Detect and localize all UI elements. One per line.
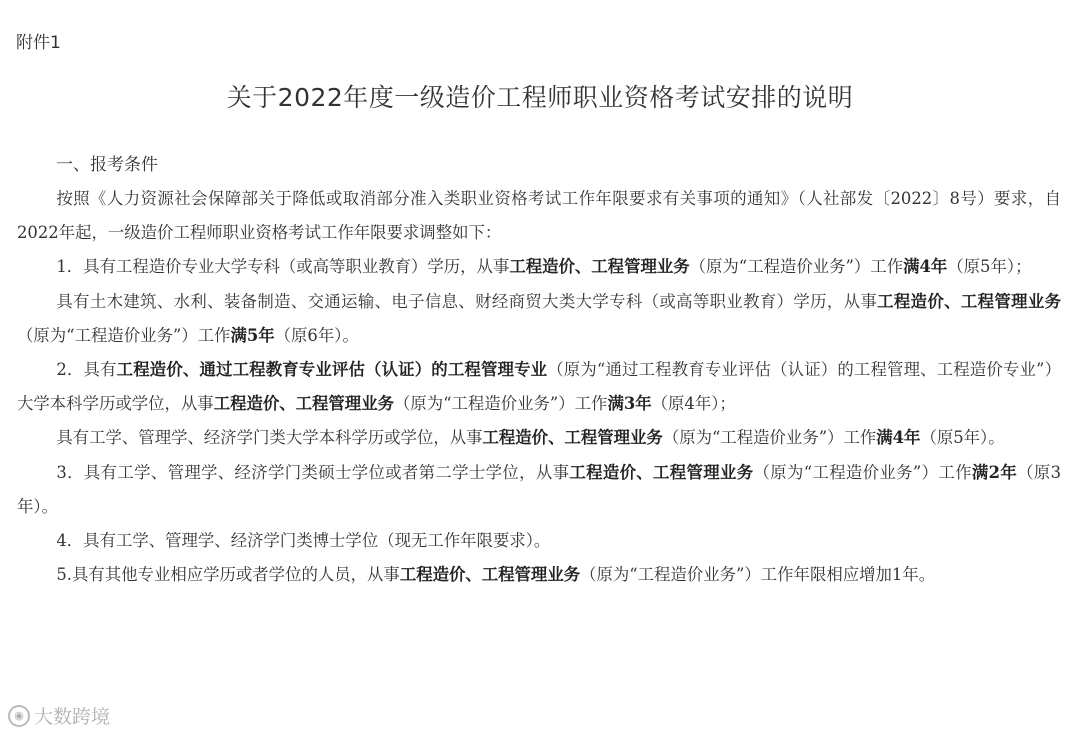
text-segment: （原5年）。: [920, 428, 1005, 448]
bold-text: 工程造价、通过工程教育专业评估（认证）的工程管理专业: [116, 360, 548, 380]
text-segment: （原为“工程造价业务”）工作: [17, 325, 231, 345]
condition-paragraph-3: [17, 456, 1061, 524]
text-segment: （原为“通过工程教育专业评估（认证）的工程管理、工程造价专业”）大学本科学历或学位，从事: [17, 360, 1061, 414]
condition-paragraph-2b: [17, 421, 1061, 455]
attachment-label: 附件1: [16, 33, 61, 53]
text-segment: （原6年）。: [274, 325, 359, 345]
text-segment: （原为“工程造价业务”）工作: [662, 428, 877, 448]
text-segment: 1．具有工程造价专业大学专科（或高等职业教育）学历，从事: [56, 257, 510, 277]
text-segment: （原3年）。: [17, 462, 1062, 516]
wechat-logo-icon: ◉: [8, 705, 30, 727]
condition-paragraph-5: [17, 558, 1061, 592]
text-segment: （原4年）；: [651, 394, 736, 414]
text-segment: （原为“工程造价业务”）工作: [393, 394, 608, 414]
condition-paragraph-1: [17, 250, 1061, 284]
condition-paragraph-4: 4．具有工学、管理学、经济学门类博士学位（现无工作年限要求）。: [56, 531, 551, 551]
document-title: 关于2022年度一级造价工程师职业资格考试安排的说明: [226, 83, 854, 112]
text-segment: （原5年）；: [947, 257, 1032, 277]
bold-text: 工程造价、工程管理业务: [509, 257, 690, 277]
bold-text: 满2年: [971, 462, 1018, 482]
text-segment: （原为“工程造价业务”）工作: [689, 257, 904, 277]
bold-text: 工程造价、工程管理业务: [569, 462, 754, 482]
text-segment: （原为“工程造价业务”）工作年限相应增加1年。: [580, 565, 936, 585]
text-segment: 5.具有其他专业相应学历或者学位的人员，从事: [56, 565, 400, 585]
watermark: [8, 702, 110, 729]
document-body: [17, 182, 1061, 592]
text-segment: 具有土木建筑、水利、装备制造、交通运输、电子信息、财经商贸大类大学专科（或高等职业教育）学历，从事: [56, 291, 878, 311]
bold-text: 满4年: [903, 257, 948, 277]
intro-paragraph: 按照《人力资源社会保障部关于降低或取消部分准入类职业资格考试工作年限要求有关事项的通知》（人社部发〔2022〕8号）要求，自2022年起，一级造价工程师职业资格考试工作年限要求调整如下：: [17, 189, 1061, 243]
text-segment: 具有工学、管理学、经济学门类大学本科学历或学位，从事: [56, 428, 483, 448]
text-segment: 3．具有工学、管理学、经济学门类硕士学位或者第二学士学位，从事: [56, 462, 570, 482]
bold-text: 工程造价、工程管理业务: [213, 394, 394, 414]
condition-paragraph-2: [17, 353, 1061, 421]
text-segment: 2．具有: [56, 360, 117, 380]
section-heading: 一、报考条件: [56, 155, 158, 175]
bold-text: 满5年: [230, 325, 275, 345]
bold-text: 工程造价、工程管理业务: [482, 428, 663, 448]
condition-paragraph-1b: [17, 285, 1061, 353]
bold-text: 工程造价、工程管理业务: [399, 565, 581, 585]
bold-text: 工程造价、工程管理业务: [877, 291, 1061, 311]
text-segment: （原为“工程造价业务”）工作: [753, 462, 972, 482]
bold-text: 满3年: [607, 394, 652, 414]
bold-text: 满4年: [876, 428, 921, 448]
watermark-text: 大数跨境: [34, 706, 111, 728]
